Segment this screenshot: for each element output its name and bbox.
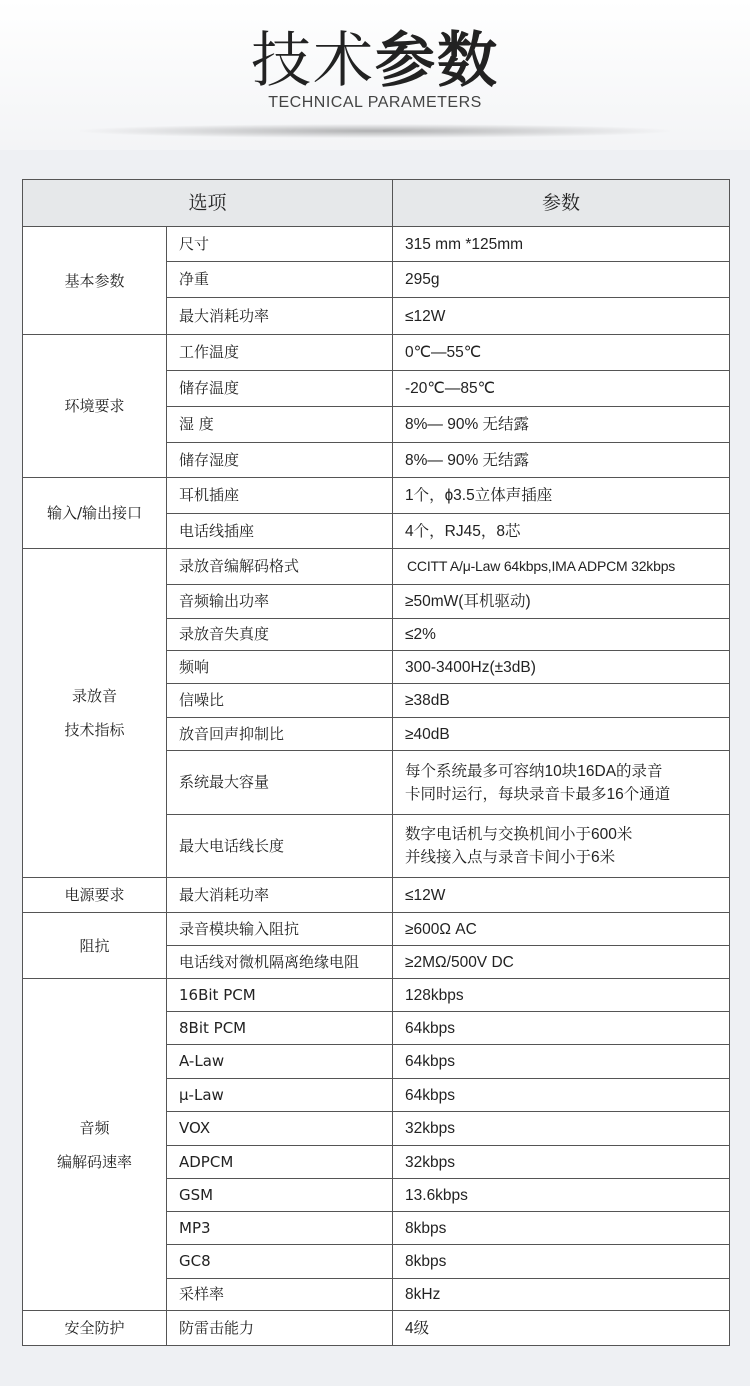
value-cell: 315 mm *125mm <box>393 227 730 262</box>
category-cell <box>23 878 167 913</box>
value-cell: 295g <box>393 262 730 298</box>
item-cell: 录放音失真度 <box>167 619 393 651</box>
value-cell: 64kbps <box>393 1045 730 1079</box>
table-row <box>23 913 730 946</box>
column-header-option: 选项 <box>23 180 393 227</box>
category-label: 技术指标 <box>64 721 125 739</box>
page-title <box>0 26 750 96</box>
item-cell: 放音回声抑制比 <box>167 718 393 751</box>
value-cell: ≥2MΩ/500V DC <box>393 946 730 979</box>
column-header-parameter: 参数 <box>393 180 730 227</box>
item-cell: 录放音编解码格式 <box>167 549 393 585</box>
value-cell: 32kbps <box>393 1146 730 1179</box>
item-cell: 湿 度 <box>167 407 393 443</box>
value-cell: ≤12W <box>393 298 730 335</box>
page-subtitle: TECHNICAL PARAMETERS <box>268 94 482 111</box>
item-cell: VOX <box>167 1112 393 1146</box>
category-label: 编解码速率 <box>56 1152 132 1171</box>
item-cell: 电话线插座 <box>167 514 393 549</box>
item-cell: 信噪比 <box>167 684 393 718</box>
value-cell: 128kbps <box>393 979 730 1012</box>
item-cell: 储存湿度 <box>167 443 393 478</box>
value-cell: 1个，ɸ3.5立体声插座 <box>393 478 730 514</box>
value-line: 数字电话机与交换机间小于600米 <box>405 826 633 843</box>
value-cell: ≥50mW(耳机驱动) <box>393 585 730 619</box>
item-cell: 最大电话线长度 <box>167 815 393 878</box>
item-cell: 最大消耗功率 <box>167 298 393 335</box>
item-cell: 采样率 <box>167 1279 393 1311</box>
item-cell: 电话线对微机隔离绝缘电阻 <box>167 946 393 979</box>
item-cell: GC8 <box>167 1245 393 1279</box>
value-cell <box>393 751 730 815</box>
value-cell: 4个，RJ45，8芯 <box>393 514 730 549</box>
item-cell: μ-Law <box>167 1079 393 1112</box>
table-header-row <box>23 180 730 227</box>
value-cell: ≥38dB <box>393 684 730 718</box>
value-cell: 8kbps <box>393 1245 730 1279</box>
category-label: 输入/输出接口 <box>46 504 143 522</box>
title-bold-part: 参数 <box>375 26 499 96</box>
value-cell: 64kbps <box>393 1012 730 1045</box>
item-cell: 最大消耗功率 <box>167 878 393 913</box>
value-cell: 64kbps <box>393 1079 730 1112</box>
value-line: 卡同时运行，每块录音卡最多16个通道 <box>405 785 671 803</box>
item-cell: GSM <box>167 1179 393 1212</box>
page-header <box>0 0 750 150</box>
item-cell: 系统最大容量 <box>167 751 393 815</box>
value-cell: ≥600Ω AC <box>393 913 730 946</box>
value-cell: 300-3400Hz(±3dB) <box>393 651 730 684</box>
item-cell: 16Bit PCM <box>167 979 393 1012</box>
value-cell: ≤2% <box>393 619 730 651</box>
category-cell <box>23 549 167 878</box>
item-cell: 尺寸 <box>167 227 393 262</box>
item-cell: 净重 <box>167 262 393 298</box>
category-cell <box>23 478 167 549</box>
table-row <box>23 335 730 371</box>
item-cell: MP3 <box>167 1212 393 1245</box>
item-cell: A-Law <box>167 1045 393 1079</box>
category-cell <box>23 1311 167 1346</box>
table-row <box>23 878 730 913</box>
value-cell: ≤12W <box>393 878 730 913</box>
category-label: 音频 <box>79 1118 110 1137</box>
table-row <box>23 227 730 262</box>
value-cell: 4级 <box>393 1311 730 1346</box>
item-cell: 工作温度 <box>167 335 393 371</box>
item-cell: 8Bit PCM <box>167 1012 393 1045</box>
item-cell: 防雷击能力 <box>167 1311 393 1346</box>
category-cell <box>23 335 167 478</box>
value-cell: 8kbps <box>393 1212 730 1245</box>
category-cell <box>23 979 167 1311</box>
value-cell: CCITT A/μ-Law 64kbps,IMA ADPCM 32kbps <box>393 549 730 585</box>
category-label: 录放音 <box>71 687 117 705</box>
value-line: 每个系统最多可容纳10块16DA的录音 <box>405 762 663 780</box>
item-cell: 储存温度 <box>167 371 393 407</box>
value-cell: 13.6kbps <box>393 1179 730 1212</box>
item-cell: ADPCM <box>167 1146 393 1179</box>
category-label: 安全防护 <box>64 1319 125 1337</box>
value-cell: 8kHz <box>393 1279 730 1311</box>
category-label: 阻抗 <box>79 936 110 955</box>
category-cell <box>23 227 167 335</box>
value-line: 并线接入点与录音卡间小于6米 <box>405 849 616 866</box>
item-cell: 耳机插座 <box>167 478 393 514</box>
category-label: 电源要求 <box>64 886 125 904</box>
title-light-part: 技术 <box>251 26 375 96</box>
category-label: 基本参数 <box>64 271 125 290</box>
category-cell <box>23 913 167 979</box>
value-cell: 0℃—55℃ <box>393 335 730 371</box>
table-body <box>23 227 730 1346</box>
table-row <box>23 1311 730 1346</box>
table-row <box>23 979 730 1012</box>
value-cell: 8%— 90% 无结露 <box>393 443 730 478</box>
category-label: 环境要求 <box>64 397 125 415</box>
item-cell: 音频输出功率 <box>167 585 393 619</box>
table-row <box>23 478 730 514</box>
table-row <box>23 549 730 585</box>
item-cell: 频响 <box>167 651 393 684</box>
value-cell: 8%— 90% 无结露 <box>393 407 730 443</box>
header-shadow-divider <box>80 124 670 138</box>
value-cell: 32kbps <box>393 1112 730 1146</box>
value-cell: -20℃—85℃ <box>393 371 730 407</box>
item-cell: 录音模块输入阻抗 <box>167 913 393 946</box>
value-cell <box>393 815 730 878</box>
value-cell: ≥40dB <box>393 718 730 751</box>
parameters-table <box>22 179 730 1346</box>
